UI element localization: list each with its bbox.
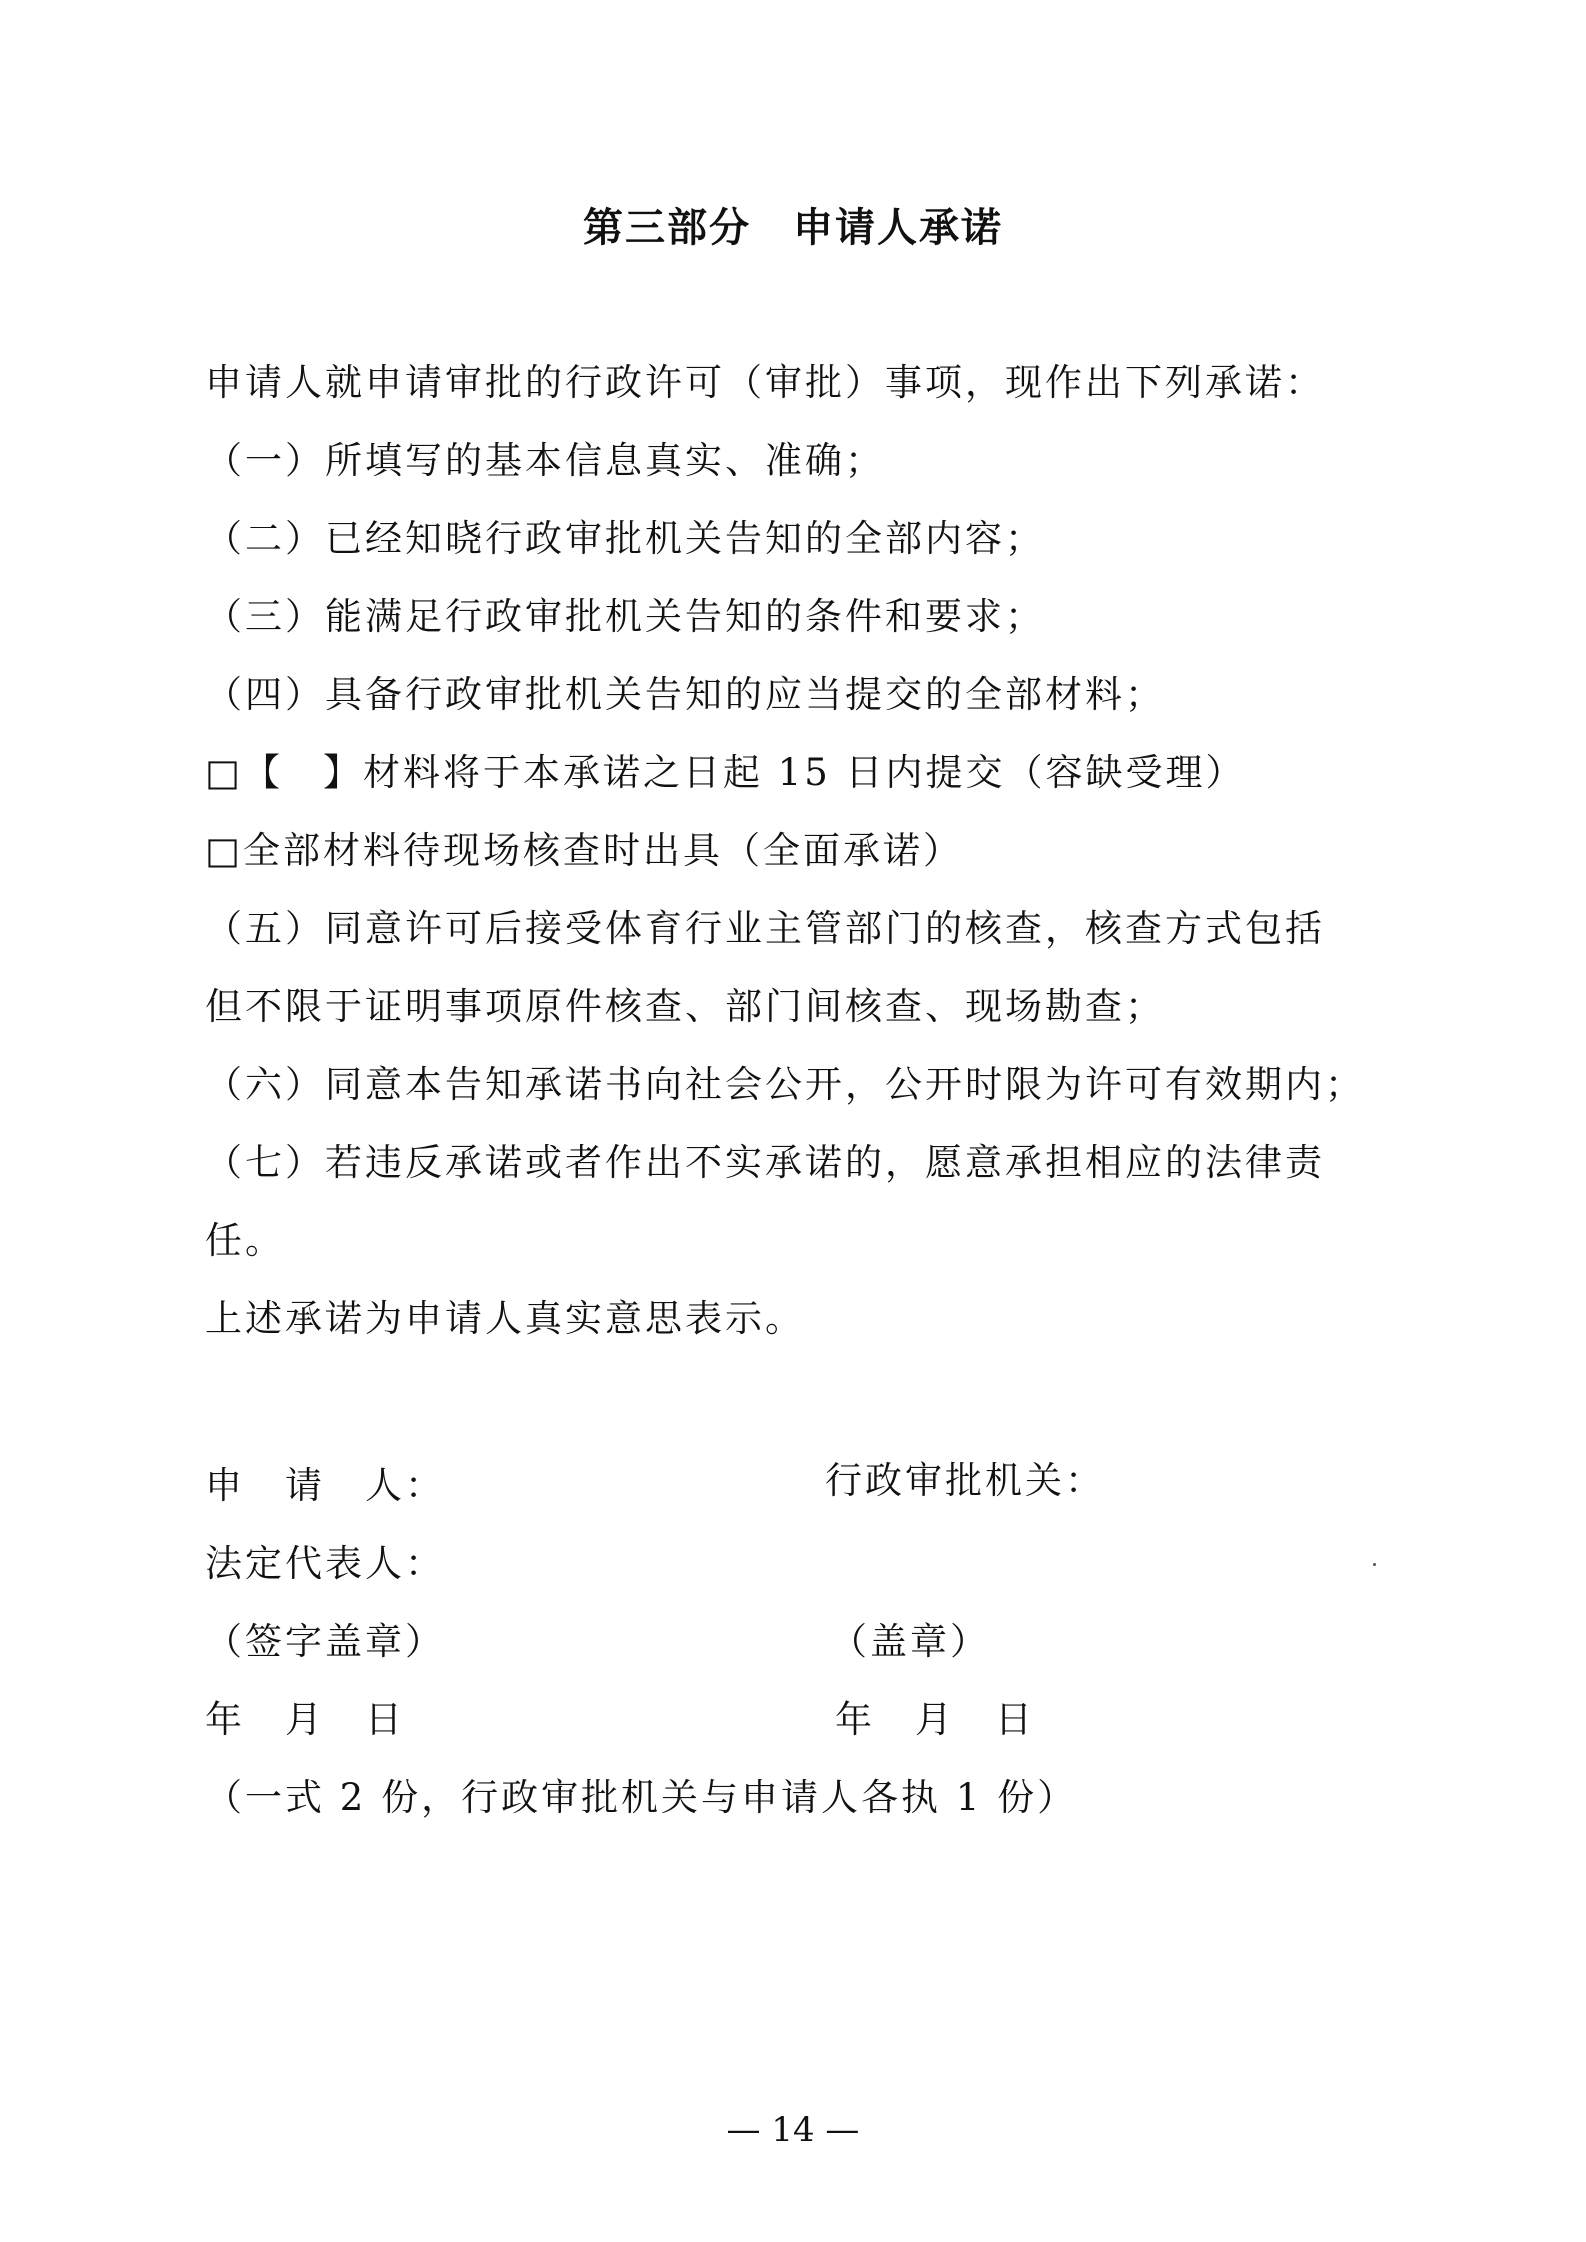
authority-seal-note: （盖章） [830, 1620, 990, 1663]
commitment-item-5-line-2: 但不限于证明事项原件核查、部门间核查、现场勘查； [205, 985, 1165, 1028]
commitment-item-4: （四）具备行政审批机关告知的应当提交的全部材料； [205, 673, 1165, 716]
checkbox-option-partial: □【 】材料将于本承诺之日起 15 日内提交（容缺受理） [205, 751, 1246, 794]
scan-speck [1373, 1563, 1376, 1566]
checkbox-option-full: □全部材料待现场核查时出具（全面承诺） [205, 829, 963, 872]
commitment-item-2: （二）已经知晓行政审批机关告知的全部内容； [205, 517, 1045, 560]
commitment-item-5-line-1: （五）同意许可后接受体育行业主管部门的核查，核查方式包括 [205, 907, 1325, 950]
copies-note: （一式 2 份，行政审批机关与申请人各执 1 份） [205, 1776, 1078, 1819]
legal-rep-label: 法定代表人： [205, 1542, 445, 1585]
applicant-date: 年 月 日 [205, 1698, 405, 1741]
commitment-item-6: （六）同意本告知承诺书向社会公开，公开时限为许可有效期内； [205, 1063, 1365, 1106]
page-title: 第三部分 申请人承诺 [583, 205, 1003, 251]
authority-date: 年 月 日 [835, 1698, 1035, 1741]
applicant-label: 申 请 人： [205, 1464, 445, 1507]
intro-line: 申请人就申请审批的行政许可（审批）事项，现作出下列承诺： [205, 361, 1325, 404]
commitment-item-3: （三）能满足行政审批机关告知的条件和要求； [205, 595, 1045, 638]
page-number: — 14 — [726, 2110, 860, 2150]
commitment-item-1: （一）所填写的基本信息真实、准确； [205, 439, 885, 482]
commitment-item-7-line-2: 任。 [205, 1219, 285, 1262]
applicant-seal-note: （签字盖章） [205, 1620, 445, 1663]
authority-label: 行政审批机关： [825, 1459, 1105, 1502]
commitment-item-7-line-1: （七）若违反承诺或者作出不实承诺的，愿意承担相应的法律责 [205, 1141, 1325, 1184]
declaration-line: 上述承诺为申请人真实意思表示。 [205, 1297, 805, 1340]
